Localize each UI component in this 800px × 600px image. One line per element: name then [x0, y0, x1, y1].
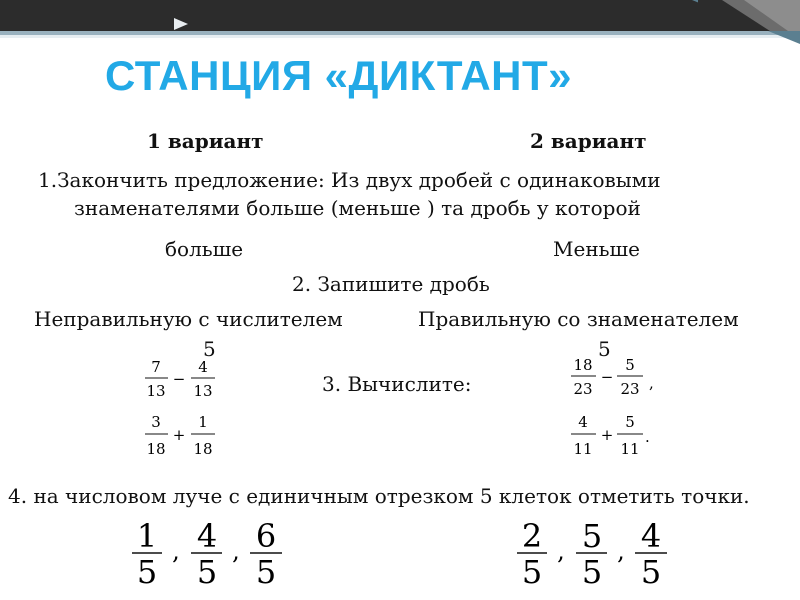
operator: + [172, 426, 186, 444]
task1-line2: знаменателями больше (меньше ) та дробь у которой [74, 196, 641, 220]
fraction-denominator: 18 [146, 440, 166, 458]
expr-right-1 [565, 350, 675, 406]
separator: , [232, 537, 240, 565]
fraction-denominator: 13 [193, 382, 213, 400]
task2-heading: 2. Запишите дробь [292, 272, 490, 296]
fraction-numerator: 18 [573, 356, 593, 374]
expr-left-1 [140, 352, 240, 408]
task3-heading: 3. Вычислите: [322, 372, 472, 396]
fraction-numerator: 4 [640, 517, 662, 555]
fraction-numerator: 1 [136, 517, 158, 555]
expr-right-2 [565, 409, 675, 465]
fraction-denominator: 5 [581, 553, 603, 585]
fraction-numerator: 6 [255, 517, 277, 555]
fraction-denominator: 5 [136, 553, 158, 585]
fraction-denominator: 11 [620, 440, 640, 458]
task2-left-number: 5 [203, 337, 216, 361]
operator: − [172, 370, 186, 388]
corner-decoration [692, 0, 800, 44]
fractions-left [120, 515, 300, 585]
fraction-numerator: 5 [581, 517, 603, 555]
fraction-numerator: 5 [625, 356, 635, 374]
fraction-numerator: 5 [625, 413, 635, 431]
fraction-numerator: 4 [196, 517, 218, 555]
fraction-numerator: 1 [198, 413, 208, 431]
task1-answer-right: Меньше [553, 237, 640, 261]
fraction-denominator: 23 [620, 380, 640, 398]
fractions-right [505, 515, 685, 585]
operator: − [600, 368, 614, 386]
separator: , [172, 537, 180, 565]
page-title: СТАНЦИЯ «ДИКТАНТ» [105, 52, 573, 99]
task2-right: Правильную со знаменателем [418, 307, 739, 331]
fraction-denominator: 23 [573, 380, 593, 398]
task4-text: 4. на числовом луче с единичным отрезком 5 клеток отметить точки. [8, 484, 750, 508]
punctuation: . [645, 428, 650, 446]
task1-line1: 1.Закончить предложение: Из двух дробей с одинаковыми [38, 168, 661, 192]
fraction-denominator: 11 [573, 440, 593, 458]
fraction-denominator: 5 [521, 553, 543, 585]
slide-arrow-icon [0, 0, 200, 40]
fraction-numerator: 2 [521, 517, 543, 555]
task1-answer-left: больше [165, 237, 244, 261]
punctuation: , [649, 374, 654, 392]
operator: + [600, 426, 614, 444]
fraction-denominator: 5 [640, 553, 662, 585]
fraction-numerator: 3 [151, 413, 161, 431]
separator: , [617, 537, 625, 565]
fraction-denominator: 18 [193, 440, 213, 458]
fraction-denominator: 5 [255, 553, 277, 585]
separator: , [557, 537, 565, 565]
task2-left: Неправильную с числителем [34, 307, 343, 331]
fraction-denominator: 13 [146, 382, 166, 400]
variant-1-heading: 1 вариант [147, 129, 264, 153]
expr-left-2 [140, 409, 240, 465]
variant-2-heading: 2 вариант [530, 129, 647, 153]
fraction-denominator: 5 [196, 553, 218, 585]
fraction-numerator: 4 [578, 413, 588, 431]
fraction-numerator: 4 [198, 358, 208, 376]
fraction-numerator: 7 [151, 358, 161, 376]
task2-right-number: 5 [598, 337, 611, 361]
